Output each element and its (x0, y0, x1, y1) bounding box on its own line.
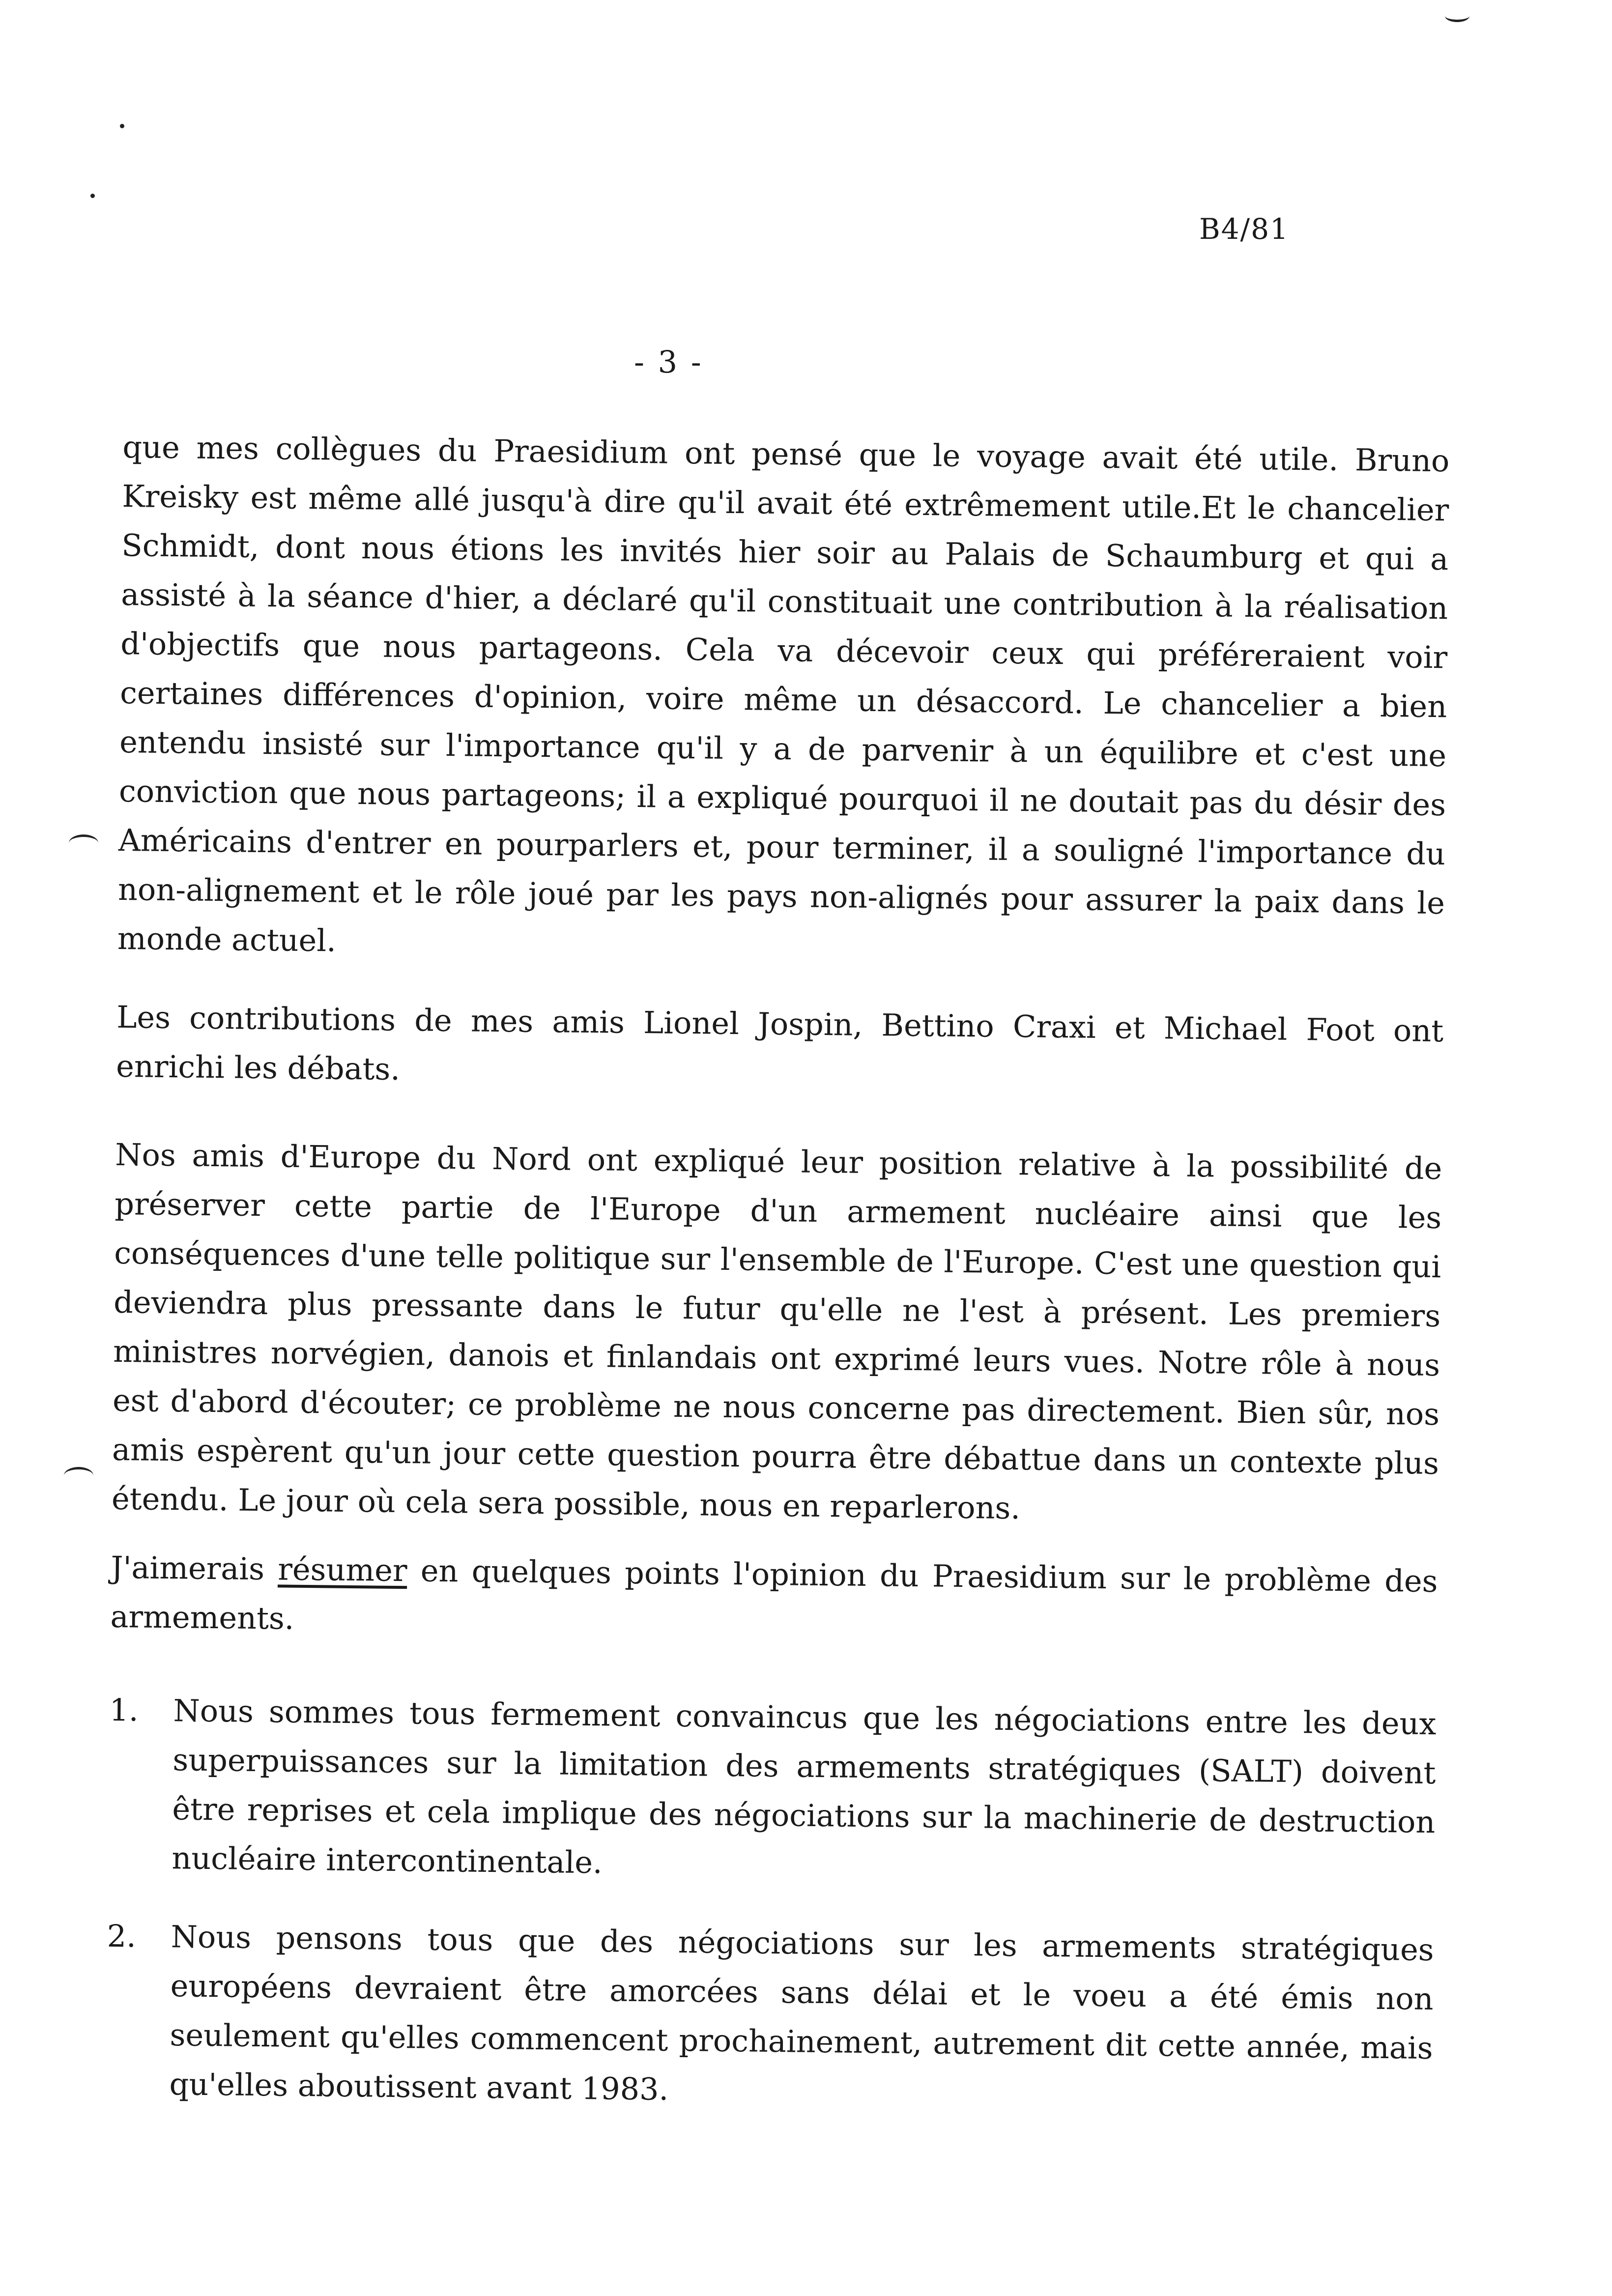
paragraph-praesidium-voyage: que mes collègues du Praesidium ont pensé que le voyage avait été utile. Bruno Kreisky est même allé jusqu'à dire qu'il avait été extrêmement utile.Et le chancelier Schmidt, dont nous étions les invités hier soir au Palais de Schaumburg et qui a assisté à la séance d'hier, a déclaré qu'il constituait une contribution à la réalisation d'objectifs que nous partageons. Cela va décevoir ceux qui préféreraient voir certaines différences d'opinion, voire même un désaccord. Le chancelier a bien entendu insisté sur l'importance qu'il y a de parvenir à un équilibre et c'est une conviction que nous partageons; il a expliqué pourquoi il ne doutait pas du désir des Américains d'entrer en pourparlers et, pour terminer, il a souligné l'importance du non-alignement et le rôle joué par les pays non-alignés pour assurer la paix dans le monde actuel. (117, 429, 1450, 959)
paragraph-summary-intro (110, 1543, 1438, 1655)
margin-tick-mark (69, 834, 98, 852)
scan-dot-mark (120, 124, 124, 128)
list-item-number: 1. (109, 1692, 139, 1728)
list-item-text: Nous pensons tous que des négociations sur les armements stratégiques européens devraient être amorcées sans délai et le voeu a été émis non seulement qu'elles commencent prochainement, autrement dit cette année, mais qu'elles aboutissent avant 1983. (169, 1919, 1434, 2107)
list-item (105, 1912, 1434, 2122)
list-item (108, 1686, 1437, 1896)
margin-tick-mark (64, 1467, 93, 1484)
paragraph-europe-du-nord: Nos amis d'Europe du Nord ont expliqué leur position relative à la possibilité de préserver cette partie de l'Europe d'un armement nucléaire ainsi que les conséquences d'une telle politique sur l'ensemble de l'Europe. C'est une question qui deviendra plus pressante dans le futur qu'elle ne l'est à présent. Les premiers ministres norvégien, danois et finlandais ont exprimé leurs vues. Notre rôle à nous est d'abord d'écouter; ce problème ne nous concerne pas directement. Bien sûr, nos amis espèrent qu'un jour cette question pourra être débattue dans un contexte plus étendu. Le jour où cela sera possible, nous en reparlerons. (111, 1136, 1442, 1526)
paragraph-contributions: Les contributions de mes amis Lionel Jospin, Bettino Craxi et Michael Foot ont enrichi les débats. (115, 999, 1444, 1087)
summary-intro-start: J'aimerais (111, 1549, 278, 1587)
scan-dot-mark (90, 194, 95, 198)
list-item-number: 2. (107, 1918, 137, 1954)
page-number: - 3 - (634, 344, 703, 380)
underlined-word: résumer (277, 1551, 407, 1589)
document-reference: B4/81 (1199, 212, 1289, 246)
summary-points-list (105, 1686, 1437, 2122)
summary-intro-end: en quelques points l'opinion du Praesidium sur le problème des armements. (110, 1552, 1438, 1636)
corner-scan-mark (1445, 10, 1469, 22)
body-text (105, 423, 1449, 2152)
list-item-text: Nous sommes tous fermement convaincus que les négociations entre les deux superpuissances sur la limitation des armements stratégiques (SALT) doivent être reprises et cela implique des négociations sur la machinerie de destruction nucléaire intercontinentale. (172, 1693, 1437, 1881)
